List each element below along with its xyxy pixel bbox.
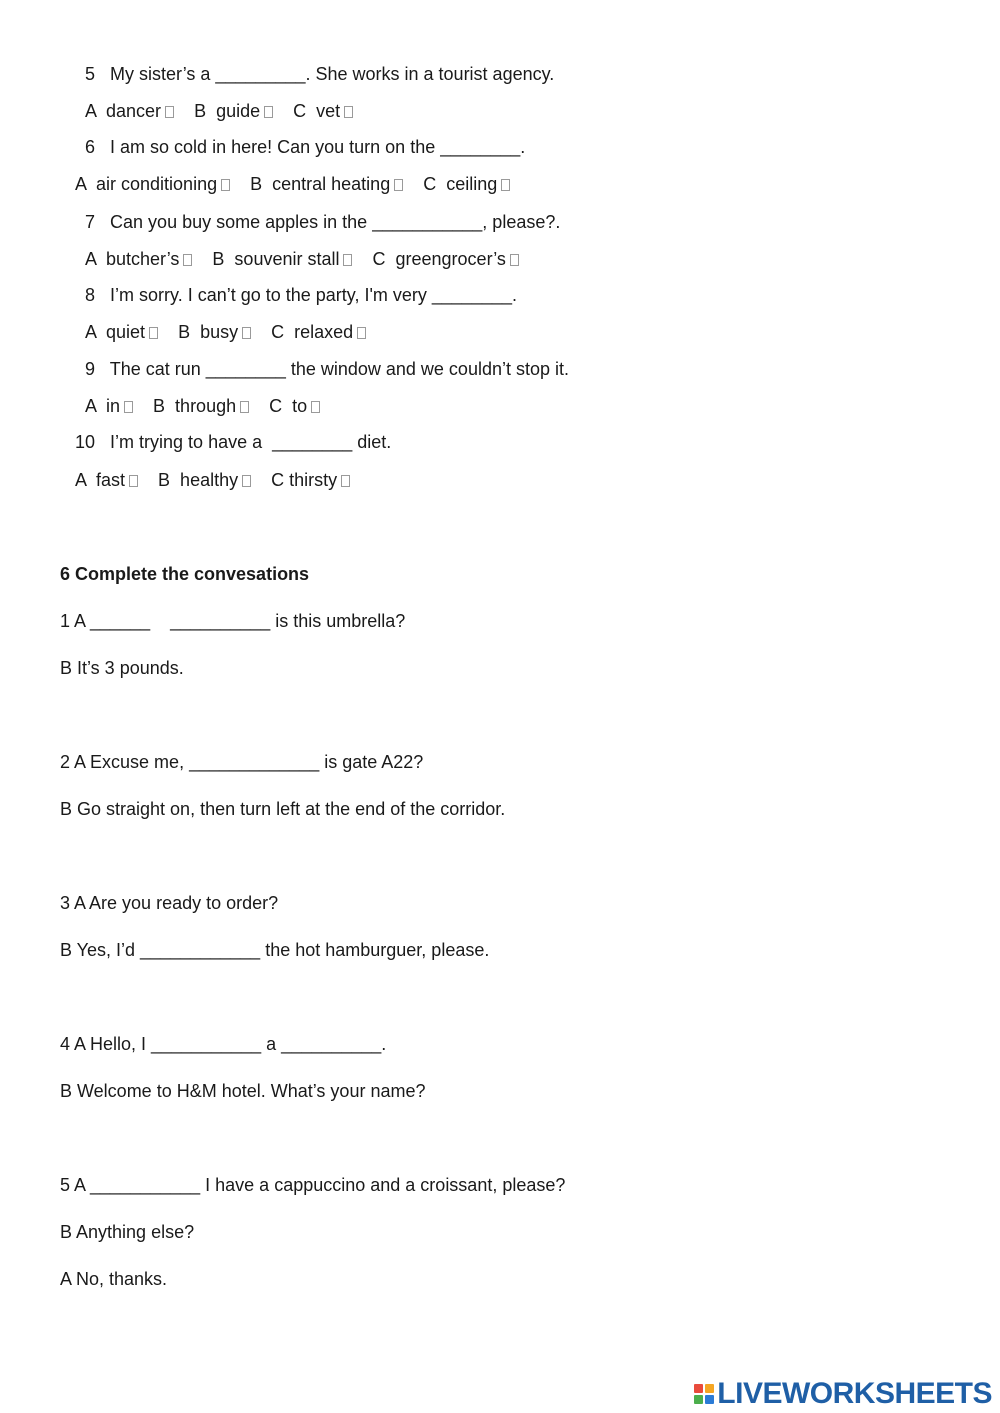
logo-text: LIVEWORKSHEETS (717, 1377, 992, 1410)
question-number: 10 (75, 432, 96, 452)
question-7 (85, 211, 560, 233)
checkbox-b[interactable] (264, 106, 273, 118)
options-9 (85, 395, 320, 417)
checkbox-a[interactable] (183, 254, 192, 266)
conversation-2-b: B Go straight on, then turn left at the end of the corridor. (60, 799, 506, 819)
question-10 (75, 431, 391, 453)
conversation-2-a: 2 A Excuse me, _____________ is gate A22? (60, 752, 424, 772)
checkbox-c[interactable] (344, 106, 353, 118)
question-number: 8 (85, 285, 96, 305)
checkbox-a[interactable] (149, 327, 158, 339)
options-7 (85, 248, 519, 270)
conversation-4-a: 4 A Hello, I ___________ a __________. (60, 1034, 387, 1054)
question-number: 6 (85, 137, 96, 157)
option-a: A air conditioning (75, 173, 230, 195)
option-c: C relaxed (271, 321, 366, 343)
option-a: A butcher’s (85, 248, 192, 270)
checkbox-c[interactable] (510, 254, 519, 266)
conversation-1-a: 1 A ______ __________ is this umbrella? (60, 611, 406, 631)
option-c: C ceiling (423, 173, 510, 195)
options-5 (85, 100, 353, 122)
option-a: A in (85, 395, 133, 417)
checkbox-a[interactable] (221, 179, 230, 191)
section-title: 6 Complete the convesations (60, 564, 310, 584)
checkbox-b[interactable] (343, 254, 352, 266)
options-6 (75, 173, 510, 195)
conversation-5-c: A No, thanks. (60, 1269, 168, 1289)
checkbox-a[interactable] (124, 401, 133, 413)
checkbox-b[interactable] (242, 475, 251, 487)
checkbox-b[interactable] (242, 327, 251, 339)
option-a: A fast (75, 469, 138, 491)
checkbox-c[interactable] (311, 401, 320, 413)
checkbox-a[interactable] (129, 475, 138, 487)
option-b: B busy (178, 321, 251, 343)
question-9 (85, 358, 569, 380)
option-a: A quiet (85, 321, 158, 343)
question-text: I’m sorry. I can’t go to the party, I'm very ________. (110, 285, 517, 305)
option-b: B souvenir stall (212, 248, 352, 270)
option-b: B healthy (158, 469, 251, 491)
liveworksheets-logo (694, 1379, 992, 1409)
options-10 (75, 469, 350, 491)
conversation-4-b: B Welcome to H&M hotel. What’s your name? (60, 1081, 426, 1101)
question-8 (85, 284, 517, 306)
checkbox-c[interactable] (501, 179, 510, 191)
logo-squares-icon (694, 1384, 714, 1404)
checkbox-b[interactable] (240, 401, 249, 413)
checkbox-a[interactable] (165, 106, 174, 118)
question-number: 5 (85, 64, 96, 84)
option-a: A dancer (85, 100, 174, 122)
question-text: Can you buy some apples in the ___________, please?. (110, 212, 561, 232)
option-b: B guide (194, 100, 273, 122)
checkbox-c[interactable] (341, 475, 350, 487)
option-c: C to (269, 395, 320, 417)
option-b: B through (153, 395, 249, 417)
question-6 (85, 136, 525, 158)
checkbox-b[interactable] (394, 179, 403, 191)
question-5 (85, 63, 554, 85)
question-text: My sister’s a _________. She works in a tourist agency. (110, 64, 555, 84)
options-8 (85, 321, 366, 343)
conversation-5-a: 5 A ___________ I have a cappuccino and a croissant, please? (60, 1175, 566, 1195)
question-number: 9 (85, 359, 96, 379)
option-c: C vet (293, 100, 353, 122)
conversation-3-b: B Yes, I’d ____________ the hot hamburguer, please. (60, 940, 490, 960)
conversation-3-a: 3 A Are you ready to order? (60, 893, 279, 913)
option-c: C greengrocer’s (373, 248, 519, 270)
option-b: B central heating (250, 173, 403, 195)
checkbox-c[interactable] (357, 327, 366, 339)
question-number: 7 (85, 212, 96, 232)
conversation-1-b: B It’s 3 pounds. (60, 658, 184, 678)
option-c: C thirsty (271, 469, 350, 491)
conversation-5-b: B Anything else? (60, 1222, 195, 1242)
question-text: I’m trying to have a ________ diet. (110, 432, 392, 452)
question-text: The cat run ________ the window and we couldn’t stop it. (109, 359, 570, 379)
question-text: I am so cold in here! Can you turn on the ________. (110, 137, 526, 157)
